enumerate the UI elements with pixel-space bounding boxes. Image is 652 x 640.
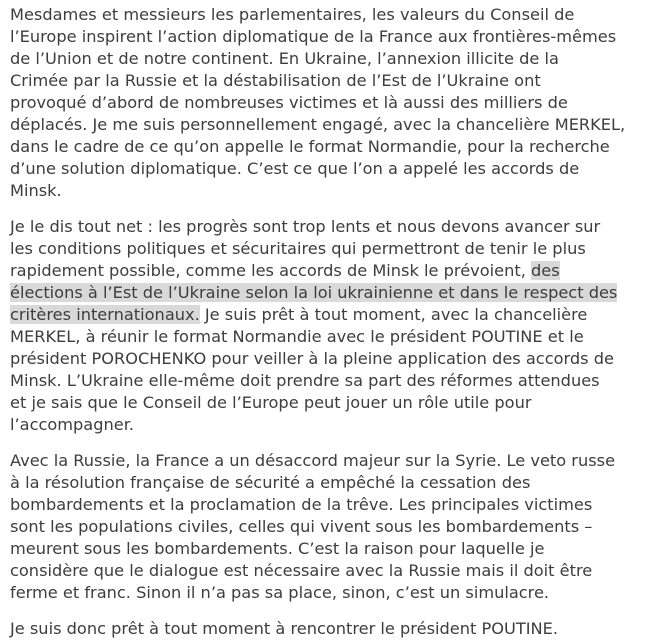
highlighted-text: critères internationaux. xyxy=(10,305,200,324)
text-line: Minsk. xyxy=(10,181,62,200)
text-line: l’accompagner. xyxy=(10,415,135,434)
text-line: déplacés. Je me suis personnellement engagé, avec la chancelière MERKEL, xyxy=(10,115,626,134)
text-line: meurent sous les bombardements. C’est la raison pour laquelle je xyxy=(10,539,545,558)
text-line: de l’Union et de notre continent. En Ukraine, l’annexion illicite de la xyxy=(10,49,559,68)
text-line: Mesdames et messieurs les parlementaires, les valeurs du Conseil de xyxy=(10,5,575,24)
text-line: à la résolution française de sécurité a empêché la cessation des xyxy=(10,473,531,492)
text-line: Je suis donc prêt à tout moment à rencontrer le président POUTINE. xyxy=(10,619,558,638)
highlighted-text: élections à l’Est de l’Ukraine selon la loi ukrainienne et dans le respect des xyxy=(10,283,618,302)
text-segment: rapidement possible, comme les accords de Minsk le prévoient, xyxy=(10,261,531,280)
text-line: Crimée par la Russie et la déstabilisation de l’Est de l’Ukraine ont xyxy=(10,71,541,90)
paragraph-3 xyxy=(10,450,650,604)
text-line: considère que le dialogue est nécessaire avec la Russie mais il doit être xyxy=(10,561,593,580)
text-line xyxy=(10,282,650,304)
text-line: les conditions politiques et sécuritaires qui permettront de tenir le plus xyxy=(10,239,586,258)
text-line: président POROCHENKO pour veiller à la pleine application des accords de xyxy=(10,349,614,368)
text-line: et je sais que le Conseil de l’Europe peut jouer un rôle utile pour xyxy=(10,393,532,412)
text-line: ferme et franc. Sinon il n’a pas sa place, sinon, c’est un simulacre. xyxy=(10,583,550,602)
text-line: bombardements et la proclamation de la trêve. Les principales victimes xyxy=(10,495,593,514)
text-line xyxy=(10,260,650,282)
text-line: provoqué d’abord de nombreuses victimes et là aussi des milliers de xyxy=(10,93,568,112)
text-line: Avec la Russie, la France a un désaccord majeur sur la Syrie. Le veto russe xyxy=(10,451,616,470)
text-line xyxy=(10,304,650,326)
text-line: l’Europe inspirent l’action diplomatique de la France aux frontières-mêmes xyxy=(10,27,617,46)
text-line: MERKEL, à réunir le format Normandie avec le président POUTINE et le xyxy=(10,327,584,346)
paragraph-4 xyxy=(10,618,650,640)
speech-text xyxy=(10,4,650,640)
text-line: Minsk. L’Ukraine elle-même doit prendre sa part des réformes attendues xyxy=(10,371,600,390)
text-line: sont les populations civiles, celles qui vivent sous les bombardements – xyxy=(10,517,593,536)
paragraph-2 xyxy=(10,216,650,436)
text-line: dans le cadre de ce qu’on appelle le format Normandie, pour la recherche xyxy=(10,137,610,156)
text-line: d’une solution diplomatique. C’est ce que l’on a appelé les accords de xyxy=(10,159,580,178)
paragraph-1 xyxy=(10,4,650,202)
text-line: Je le dis tout net : les progrès sont trop lents et nous devons avancer sur xyxy=(10,217,601,236)
highlighted-text: des xyxy=(531,261,560,280)
text-segment: Je suis prêt à tout moment, avec la chancelière xyxy=(199,305,588,324)
